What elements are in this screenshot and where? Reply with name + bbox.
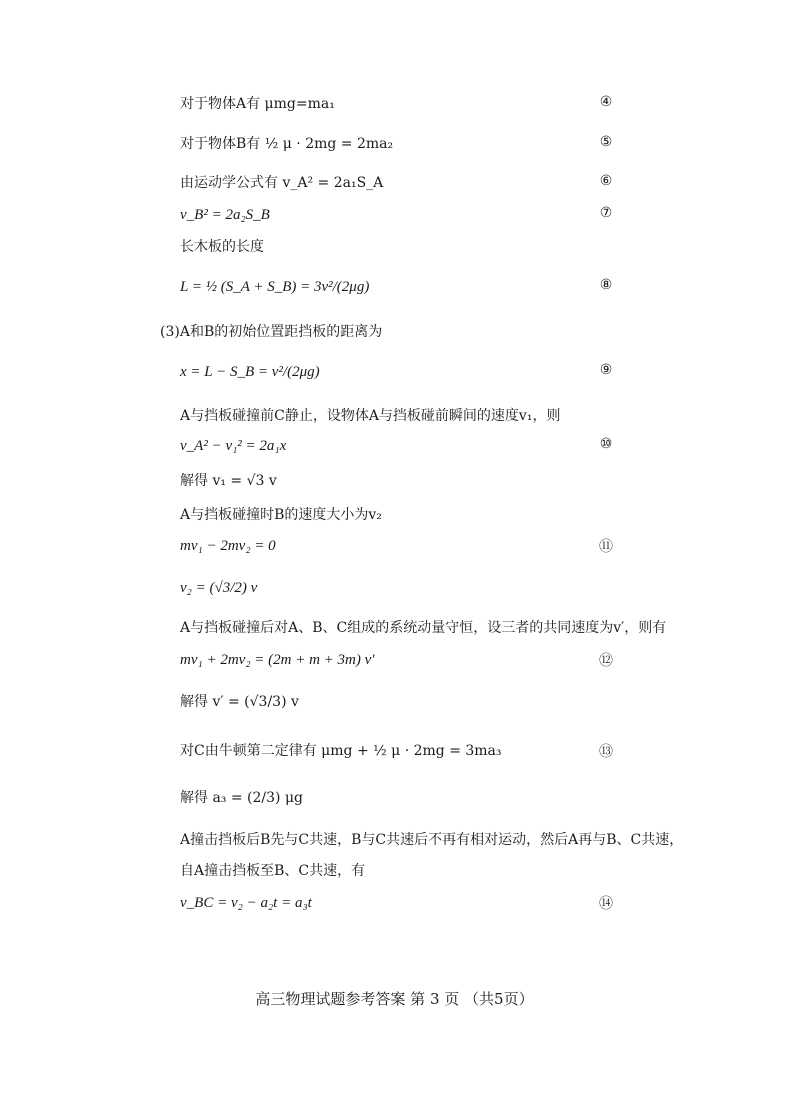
answer-line-15 — [180, 618, 667, 638]
answer-line-13 — [180, 536, 640, 556]
answer-line-19 — [180, 788, 640, 808]
equation-mark-13: ⑬ — [599, 744, 613, 760]
equation-mark-4: ④ — [599, 94, 613, 110]
line-6-text: L = ½ (S_A + S_B) = 3v²/(2μg) — [180, 279, 370, 295]
line-16-text: mv₁ + 2mv₂ = (2m + m + 3m) v′ — [180, 652, 375, 668]
answer-line-2 — [180, 134, 640, 154]
line-12-text: A与挡板碰撞时B的速度大小为v₂ — [180, 507, 382, 523]
line-4-text: v_B² = 2a₂S_B — [180, 207, 270, 223]
equation-mark-12: ⑫ — [599, 653, 613, 669]
line-22-text: v_BC = v₂ − a₂t = a₃t — [180, 895, 312, 911]
answer-line-20 — [180, 830, 684, 850]
equation-mark-10: ⑩ — [599, 436, 613, 452]
line-17-text: 解得 v′ = (√3/3) v — [180, 694, 299, 710]
equation-mark-7: ⑦ — [599, 205, 613, 221]
line-15-text: A与挡板碰撞后对A、B、C组成的系统动量守恒，设三者的共同速度为v′，则有 — [180, 620, 667, 636]
answer-line-21 — [180, 861, 640, 881]
answer-line-17 — [180, 692, 640, 712]
equation-mark-6: ⑥ — [599, 173, 613, 189]
answer-line-6 — [180, 277, 640, 297]
answer-line-11 — [180, 471, 640, 491]
answer-line-18 — [180, 741, 640, 761]
answer-line-8 — [180, 362, 640, 382]
answer-line-9 — [180, 406, 640, 426]
line-9-text: A与挡板碰撞前C静止，设物体A与挡板碰前瞬间的速度v₁，则 — [180, 408, 561, 424]
line-5-text: 长木板的长度 — [180, 239, 264, 255]
page-footer: 高三物理试题参考答案 第 3 页 （共5页） — [255, 990, 534, 1008]
answer-line-4 — [180, 205, 640, 225]
line-13-text: mv₁ − 2mv₂ = 0 — [180, 538, 276, 554]
answer-line-1 — [180, 94, 640, 114]
answer-line-5 — [180, 237, 640, 257]
equation-mark-11: ⑪ — [599, 539, 613, 555]
answer-line-14 — [180, 578, 640, 598]
line-18-text: 对C由牛顿第二定律有 μmg + ½ μ · 2mg = 3ma₃ — [180, 743, 502, 759]
line-19-text: 解得 a₃ = (2/3) μg — [180, 790, 304, 806]
line-10-text: v_A² − v₁² = 2a₁x — [180, 438, 287, 454]
answer-line-3 — [180, 173, 640, 193]
line-21-text: 自A撞击挡板至B、C共速，有 — [180, 863, 366, 879]
equation-mark-5: ⑤ — [599, 134, 613, 150]
equation-mark-9: ⑨ — [599, 362, 613, 378]
equation-mark-14: ⑭ — [599, 896, 613, 912]
line-1-text: 对于物体A有 μmg=ma₁ — [180, 96, 335, 112]
line-11-text: 解得 v₁ = √3 v — [180, 473, 277, 489]
line-8-text: x = L − S_B = v²/(2μg) — [180, 364, 320, 380]
answer-line-12 — [180, 505, 640, 525]
answer-line-22 — [180, 893, 640, 913]
line-7-text: (3)A和B的初始位置距挡板的距离为 — [160, 324, 383, 340]
answer-line-7 — [160, 322, 620, 342]
equation-mark-8: ⑧ — [599, 277, 613, 293]
line-20-text: A撞击挡板后B先与C共速，B与C共速后不再有相对运动，然后A再与B、C共速， — [180, 832, 684, 848]
line-3-text: 由运动学公式有 v_A² = 2a₁S_A — [180, 175, 384, 191]
answer-line-16 — [180, 650, 640, 670]
line-14-text: v₂ = (√3/2) v — [180, 580, 258, 596]
line-2-text: 对于物体B有 ½ μ · 2mg = 2ma₂ — [180, 136, 394, 152]
answer-line-10 — [180, 436, 640, 456]
